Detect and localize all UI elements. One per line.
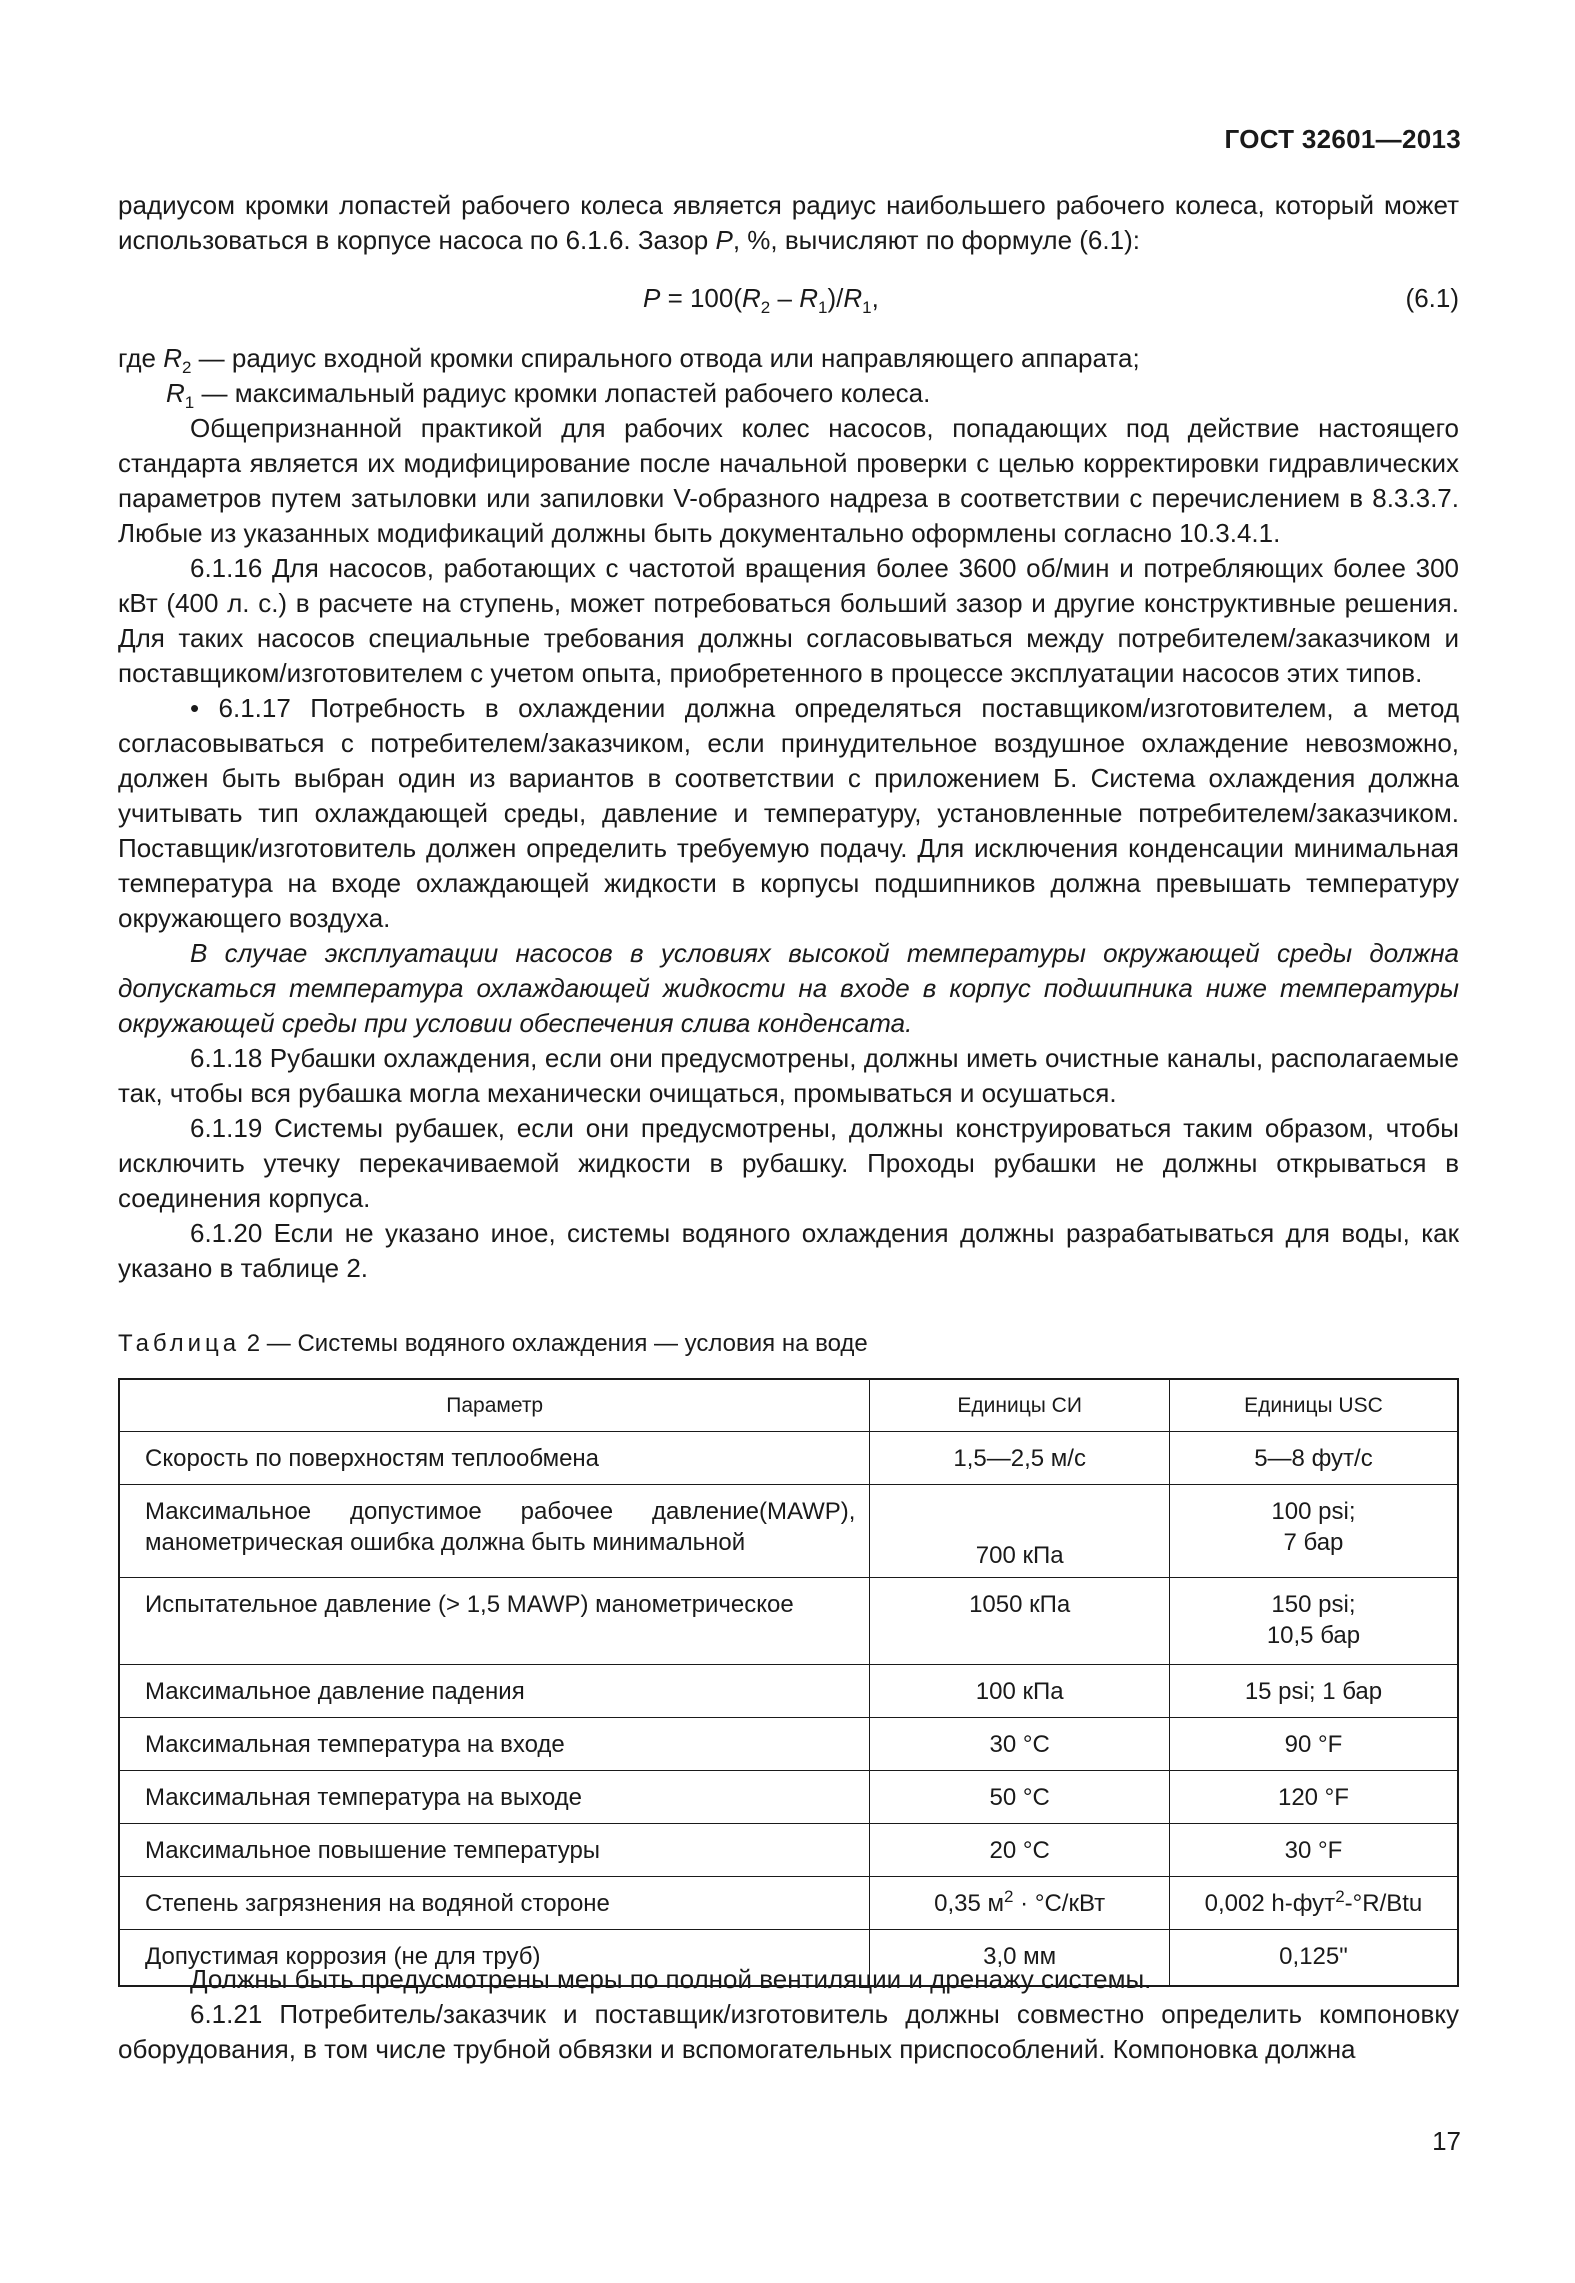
table-row: Степень загрязнения на водяной стороне 0,35 $м^2 \cdot ^\circ С/кВт$ 0,002 h-фут$^2$-°R/Btu: [119, 1877, 1458, 1930]
paragraph-6-1-19: 6.1.19 Системы рубашек, если они предусмотрены, должны конструироваться таким образом, чтобы исключить утечку перекачиваемой жидкости в рубашку. Проходы рубашки не должны открываться в соединения корпуса.: [118, 1113, 1459, 1213]
header-parameter: Параметр: [119, 1379, 870, 1432]
header-si: Единицы СИ: [870, 1379, 1170, 1432]
table-row: Максимальное повышение температуры 20 °С 30 °F: [119, 1824, 1458, 1877]
cooling-conditions-table: [118, 1378, 1459, 1987]
table-row: Максимальная температура на выходе 50 °С 120 °F: [119, 1771, 1458, 1824]
where-r2: где $R_2$ — радиус входной кромки спирального отвода или направляющего аппарата;: [118, 343, 1140, 378]
bottom-text: [118, 1962, 1459, 2067]
standard-header: ГОСТ 32601—2013: [1224, 124, 1461, 154]
body-text: [118, 188, 1459, 1286]
table-row: Скорость по поверхностям теплообмена 1,5—2,5 м/с 5—8 фут/с: [119, 1432, 1458, 1485]
paragraph-6-1-21: 6.1.21 Потребитель/заказчик и поставщик/изготовитель должны совместно определить компоновку оборудования, в том числе трубной обвязки и вспомогательных приспособлений. Компоновка должна: [118, 1999, 1459, 2064]
paragraph-6-1-20: 6.1.20 Если не указано иное, системы водяного охлаждения должны разрабатываться для воды, как указано в таблице 2.: [118, 1218, 1459, 1283]
table-header-row: [119, 1379, 1458, 1432]
paragraph-6-1-18: 6.1.18 Рубашки охлаждения, если они предусмотрены, должны иметь очистные каналы, располагаемые так, чтобы вся рубашка могла механически очищаться, промываться и осушаться.: [118, 1043, 1459, 1108]
table-row: Допустимая коррозия (не для труб) 3,0 мм 0,125": [119, 1930, 1458, 1987]
formula-row: [118, 281, 1459, 316]
paragraph-italic-note: В случае эксплуатации насосов в условиях высокой температуры окружающей среды должна допускаться температура охлаждающей жидкости на входе в корпус подшипника ниже температуры окружающей среды при условии обеспечения слива конденсата.: [118, 938, 1459, 1038]
formula-number: (6.1): [1405, 283, 1459, 313]
table-caption: Таблица 2 — Системы водяного охлаждения — условия на воде: [118, 1330, 868, 1357]
table-row: Максимальное допустимое рабочее давление(MAWP), манометрическая ошибка должна быть минимальной 700 кПа 100 psi; 7 бар: [119, 1485, 1458, 1578]
paragraph-intro: радиусом кромки лопастей рабочего колеса является радиус наибольшего рабочего колеса, который может использоваться в корпусе насоса по 6.1.6. Зазор P, %, вычисляют по формуле (6.1):: [118, 190, 1459, 255]
table-row: Максимальная температура на входе 30 °С 90 °F: [119, 1718, 1458, 1771]
formula: $P = 100(R_2 - R_1)/R_1$,: [643, 283, 879, 318]
where-r1: $R_1$ — максимальный радиус кромки лопастей рабочего колеса.: [166, 378, 931, 413]
paragraph-6-1-17: • 6.1.17 Потребность в охлаждении должна определяться поставщиком/изготовителем, а метод согласовываться с потребителем/заказчиком, если принудительное воздушное охлаждение невозможно, должен быть выбран один из вариантов в соответствии с приложением Б. Система охлаждения должна учитывать тип охлаждающей среды, давление и температуру, установленные потребителем/заказчиком. Поставщик/изготовитель должен определить требуемую подачу. Для исключения конденсации минимальная температура на входе охлаждающей жидкости в корпусы подшипников должна превышать температуру окружающего воздуха.: [118, 693, 1459, 933]
table-row: Испытательное давление (> 1,5 MAWP) манометрическое 1050 кПа 150 psi; 10,5 бар: [119, 1578, 1458, 1665]
paragraph-6-1-16: 6.1.16 Для насосов, работающих с частотой вращения более 3600 об/мин и потребляющих более 300 кВт (400 л. с.) в расчете на ступень, может потребоваться больший зазор и другие конструктивные решения. Для таких насосов специальные требования должны согласовываться между потребителем/заказчиком и поставщиком/изготовителем с учетом опыта, приобретенного в процессе эксплуатации насосов этих типов.: [118, 553, 1459, 688]
paragraph-ventilation: Должны быть предусмотрены меры по полной вентиляции и дренажу системы.: [190, 1964, 1152, 1994]
paragraph-practice: Общепризнанной практикой для рабочих колес насосов, попадающих под действие настоящего стандарта является их модифицирование после начальной проверки с целью корректировки гидравлических параметров путем затыловки или запиловки V-образного надреза в соответствии с перечислением в 8.3.3.7. Любые из указанных модификаций должны быть документально оформлены согласно 10.3.4.1.: [118, 413, 1459, 548]
header-usc: Единицы USC: [1169, 1379, 1458, 1432]
table-row: Максимальное давление падения 100 кПа 15 psi; 1 бар: [119, 1665, 1458, 1718]
page-number: 17: [1432, 2126, 1461, 2156]
